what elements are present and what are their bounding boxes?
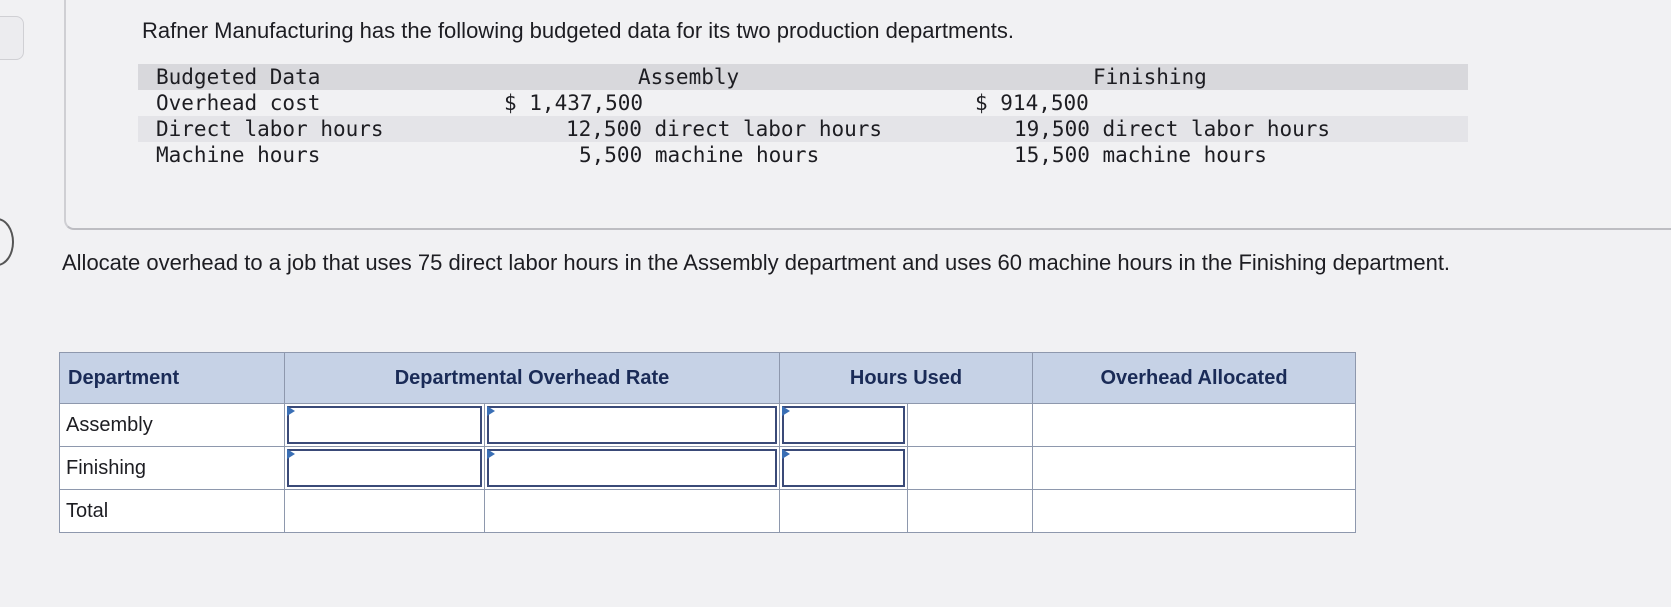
budget-row-label: Overhead cost	[156, 91, 321, 115]
table-row	[60, 447, 1356, 490]
collapse-bracket-icon	[0, 218, 14, 266]
total-rate-cell	[285, 490, 485, 533]
budget-row-finishing: $ 914,500	[975, 91, 1089, 115]
input-box[interactable]	[487, 449, 777, 487]
assembly-hours-unit-cell	[907, 404, 1032, 447]
allocation-table	[59, 352, 1356, 533]
table-row	[60, 490, 1356, 533]
assembly-rate-denominator-input[interactable]	[484, 404, 779, 447]
budget-row-assembly: 12,500 direct labor hours	[566, 117, 883, 141]
budget-row-label: Machine hours	[156, 143, 321, 167]
finishing-rate-denominator-input[interactable]	[484, 447, 779, 490]
total-rate-cell	[484, 490, 779, 533]
budget-header-assembly: Assembly	[638, 65, 740, 89]
budget-row-overhead	[138, 90, 1468, 116]
budget-header-label: Budgeted Data	[156, 65, 321, 89]
budget-row-assembly: $ 1,437,500	[504, 91, 644, 115]
header-hours-used: Hours Used	[780, 353, 1033, 404]
row-label-total: Total	[60, 490, 285, 533]
finishing-hours-unit-cell	[907, 447, 1032, 490]
row-label-finishing: Finishing	[60, 447, 285, 490]
budget-row-labor	[138, 116, 1468, 142]
header-department: Department	[60, 353, 285, 404]
budget-data-table	[138, 64, 1468, 168]
budget-row-assembly: 5,500 machine hours	[579, 143, 820, 167]
total-hours-cell	[907, 490, 1032, 533]
intro-text: Rafner Manufacturing has the following budgeted data for its two production departments.	[142, 18, 1014, 43]
input-box[interactable]	[487, 406, 777, 444]
assembly-rate-numerator-input[interactable]	[285, 404, 485, 447]
input-box[interactable]	[782, 449, 905, 487]
header-overhead-allocated: Overhead Allocated	[1033, 353, 1356, 404]
budget-header-row	[138, 64, 1468, 90]
total-overhead-allocated-cell[interactable]	[1033, 490, 1356, 533]
budget-row-machine	[138, 142, 1468, 168]
budget-row-label: Direct labor hours	[156, 117, 384, 141]
header-overhead-rate: Departmental Overhead Rate	[285, 353, 780, 404]
input-box[interactable]	[287, 406, 482, 444]
budget-row-finishing: 15,500 machine hours	[1014, 143, 1267, 167]
row-label-assembly: Assembly	[60, 404, 285, 447]
input-box[interactable]	[287, 449, 482, 487]
assembly-overhead-allocated-cell[interactable]	[1033, 404, 1356, 447]
input-box[interactable]	[782, 406, 905, 444]
finishing-rate-numerator-input[interactable]	[285, 447, 485, 490]
side-tab	[0, 16, 24, 60]
finishing-overhead-allocated-cell[interactable]	[1033, 447, 1356, 490]
total-hours-cell	[780, 490, 908, 533]
assembly-hours-input[interactable]	[780, 404, 908, 447]
question-text: Allocate overhead to a job that uses 75 direct labor hours in the Assembly department and uses 60 machine hours in the Finishing department.	[62, 250, 1451, 275]
table-row	[60, 404, 1356, 447]
budget-row-finishing: 19,500 direct labor hours	[1014, 117, 1331, 141]
allocation-header-row	[60, 353, 1356, 404]
budget-header-finishing: Finishing	[1093, 65, 1207, 89]
finishing-hours-input[interactable]	[780, 447, 908, 490]
